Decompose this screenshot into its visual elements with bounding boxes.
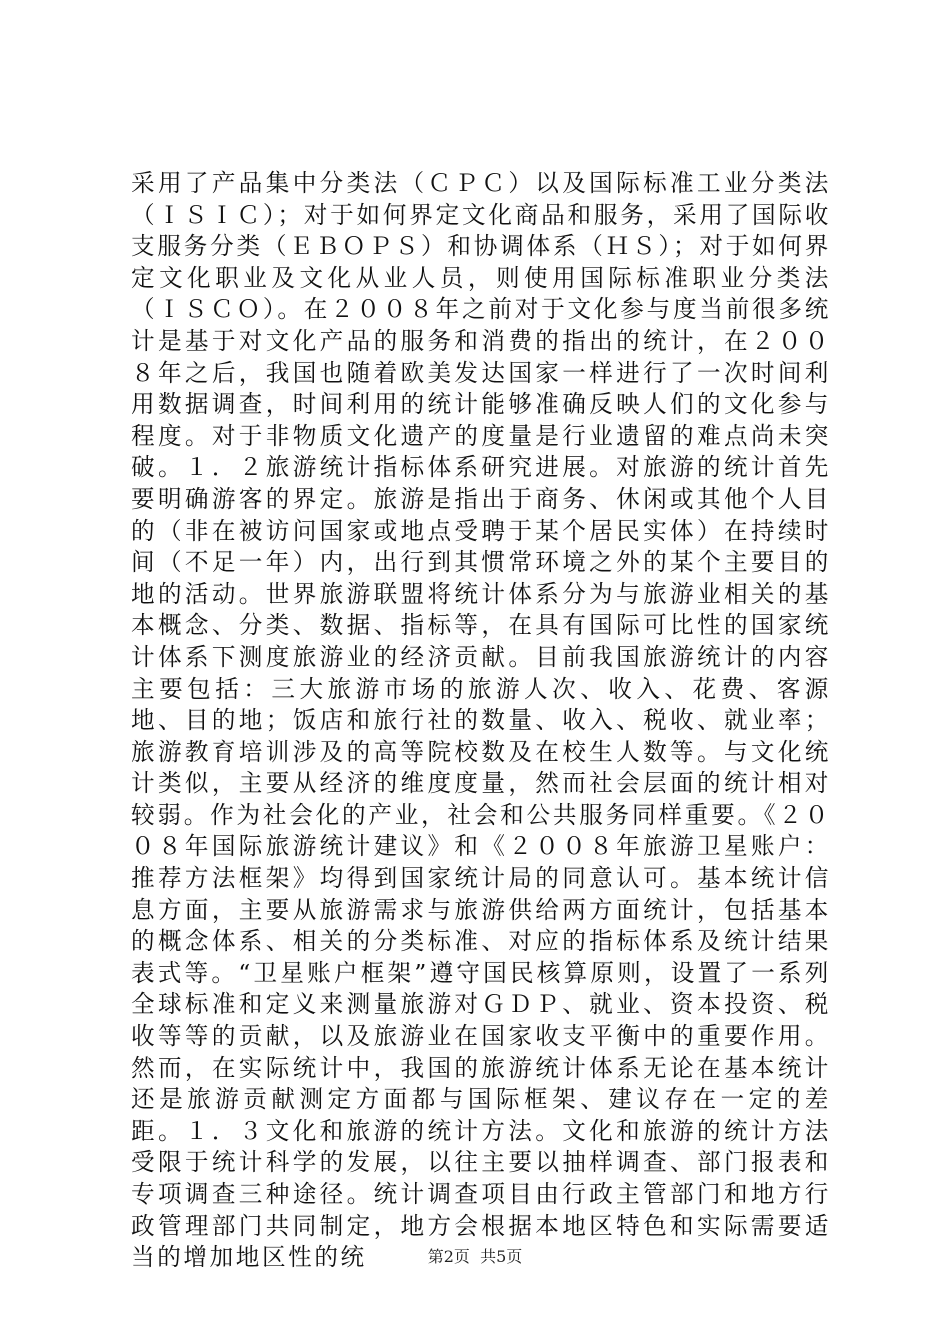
document-body-text: 采用了产品集中分类法（ＣＰＣ）以及国际标准工业分类法（ＩＳＩＣ）；对于如何界定文化商品和服务，采用了国际收支服务分类（ＥＢＯＰＳ）和协调体系（ＨＳ）；对于如何界定文化职业及文化从业人员，则使用国际标准职业分类法（ＩＳＣＯ）。在２００８年之前对于文化参与度当前很多统计是基于对文化产品的服务和消费的指出的统计，在２００８年之后，我国也随着欧美发达国家一样进行了一次时间利用数据调查，时间利用的统计能够准确反映人们的文化参与程度。对于非物质文化遗产的度量是行业遗留的难点尚未突破。１．２旅游统计指标体系研究进展。对旅游的统计首先要明确游客的界定。旅游是指出于商务、休闲或其他个人目的（非在被访问国家或地点受聘于某个居民实体）在持续时间（不足一年）内，出行到其惯常环境之外的某个主要目的地的活动。世界旅游联盟将统计体系分为与旅游业相关的基本概念、分类、数据、指标等，在具有国际可比性的国家统计体系下测度旅游业的经济贡献。目前我国旅游统计的内容主要包括：三大旅游市场的旅游人次、收入、花费、客源地、目的地；饭店和旅行社的数量、收入、税收、就业率；旅游教育培训涉及的高等院校数及在校生人数等。与文化统计类似，主要从经济的维度度量，然而社会层面的统计相对较弱。作为社会化的产业，社会和公共服务同样重要。《２００８年国际旅游统计建议》和《２００８年旅游卫星账户：推荐方法框架》均得到国家统计局的同意认可。基本统计信息方面，主要从旅游需求与旅游供给两方面统计，包括基本的概念体系、相关的分类标准、对应的指标体系及统计结果表式等。“卫星账户框架”遵守国民核算原则，设置了一系列全球标准和定义来测量旅游对ＧＤＰ、就业、资本投资、税收等等的贡献，以及旅游业在国家收支平衡中的重要作用。然而，在实际统计中，我国的旅游统计体系无论在基本统计还是旅游贡献测定方面都与国际框架、建议存在一定的差距。１．３文化和旅游的统计方法。文化和旅游的统计方法受限于统计科学的发展，以往主要以抽样调查、部门报表和专项调查三种途径。统计调查项目由行政主管部门和地方行政管理部门共同制定，地方会根据本地区特色和实际需要适当的增加地区性的统: [131, 169, 831, 1272]
page-number-label: 第2页 共5页: [427, 1247, 523, 1266]
page-footer: [0, 1244, 950, 1267]
